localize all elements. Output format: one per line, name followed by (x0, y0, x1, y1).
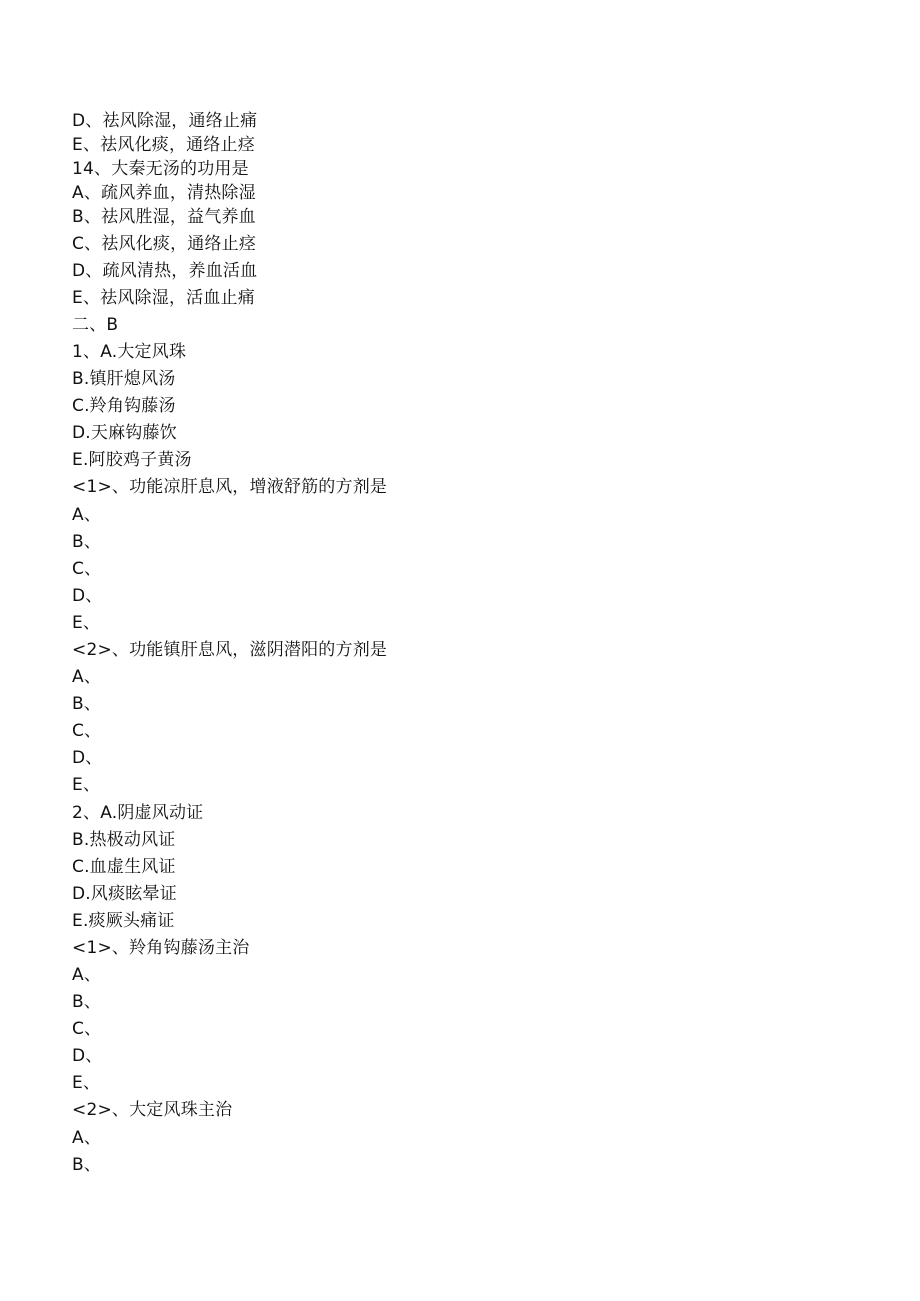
option-line: C.血虚生风证 (72, 857, 176, 877)
sub-question: <1>、功能凉肝息风，增液舒筋的方剂是 (72, 477, 388, 497)
answer-choice: B、 (72, 1155, 102, 1175)
option-line: C、祛风化痰，通络止痉 (72, 234, 257, 254)
option-line: B.镇肝熄风汤 (72, 369, 176, 389)
answer-choice: D、 (72, 586, 103, 606)
answer-choice: E、 (72, 613, 101, 633)
text-line: D、祛风除湿，通络止痛 (72, 111, 258, 131)
answer-choice: B、 (72, 992, 102, 1012)
option-line: B.热极动风证 (72, 830, 176, 850)
option-line: D.风痰眩晕证 (72, 884, 177, 904)
question-heading: 1、A.大定风珠 (72, 342, 187, 362)
option-line: E、祛风除湿，活血止痛 (72, 288, 255, 308)
answer-choice: B、 (72, 532, 102, 552)
option-line: D.天麻钩藤饮 (72, 423, 177, 443)
answer-choice: B、 (72, 694, 102, 714)
answer-choice: D、 (72, 748, 103, 768)
option-line: E.阿胶鸡子黄汤 (72, 450, 192, 470)
question-heading: 14、大秦无汤的功用是 (72, 159, 249, 179)
option-line: E.痰厥头痛证 (72, 911, 175, 931)
answer-choice: C、 (72, 559, 102, 579)
option-line: A、疏风养血，清热除湿 (72, 183, 256, 203)
answer-choice: C、 (72, 1019, 102, 1039)
answer-choice: E、 (72, 775, 101, 795)
question-heading: 2、A.阴虚风动证 (72, 803, 204, 823)
section-heading: 二、B (72, 315, 119, 335)
sub-question: <1>、羚角钩藤汤主治 (72, 938, 250, 958)
answer-choice: C、 (72, 721, 102, 741)
sub-question: <2>、功能镇肝息风，滋阴潜阳的方剂是 (72, 640, 388, 660)
answer-choice: A、 (72, 965, 102, 985)
answer-choice: E、 (72, 1073, 101, 1093)
answer-choice: A、 (72, 505, 102, 525)
option-line: C.羚角钩藤汤 (72, 396, 176, 416)
text-line: E、祛风化痰，通络止痉 (72, 135, 255, 155)
option-line: D、疏风清热，养血活血 (72, 261, 258, 281)
answer-choice: A、 (72, 1128, 102, 1148)
answer-choice: A、 (72, 667, 102, 687)
option-line: B、祛风胜湿，益气养血 (72, 207, 256, 227)
sub-question: <2>、大定风珠主治 (72, 1100, 233, 1120)
answer-choice: D、 (72, 1046, 103, 1066)
